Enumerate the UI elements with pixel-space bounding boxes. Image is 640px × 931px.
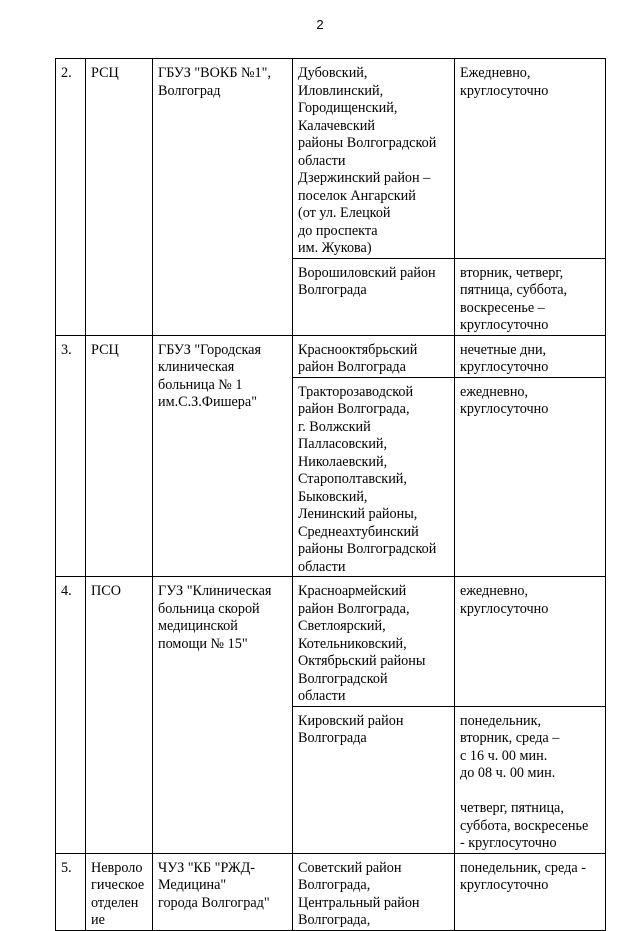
district-cell: Ворошиловский район Волгограда	[293, 258, 455, 335]
center-type-cell: Невроло гическое отделен ие	[86, 853, 153, 930]
row-number-cell: 3.	[56, 335, 86, 577]
table-row	[56, 853, 606, 930]
page-number: 2	[316, 17, 324, 32]
table-row	[56, 335, 606, 377]
table-row	[56, 577, 606, 707]
table-row	[56, 59, 606, 259]
hospital-schedule-table	[55, 58, 606, 931]
schedule-cell: вторник, четверг, пятница, суббота, воскресенье – круглосуточно	[455, 258, 606, 335]
schedule-cell: нечетные дни, круглосуточно	[455, 335, 606, 377]
center-type-cell: ПСО	[86, 577, 153, 854]
schedule-cell: ежедневно, круглосуточно	[455, 577, 606, 707]
schedule-cell: понедельник, среда - круглосуточно	[455, 853, 606, 930]
institution-cell: ЧУЗ "КБ "РЖД- Медицина" города Волгоград"	[153, 853, 293, 930]
institution-cell: ГУЗ "Клиническая больница скорой медицинской помощи № 15"	[153, 577, 293, 854]
schedule-cell: ежедневно, круглосуточно	[455, 377, 606, 577]
institution-cell: ГБУЗ "Городская клиническая больница № 1 им.С.З.Фишера"	[153, 335, 293, 577]
institution-cell: ГБУЗ "ВОКБ №1", Волгоград	[153, 59, 293, 336]
district-cell: Краснооктябрьский район Волгограда	[293, 335, 455, 377]
row-number-cell: 4.	[56, 577, 86, 854]
district-cell: Кировский район Волгограда	[293, 706, 455, 853]
district-cell: Дубовский, Иловлинский, Городищенский, Калачевский районы Волгоградской области Дзержинский район – поселок Ангарский (от ул. Елецкой до проспекта им. Жукова)	[293, 59, 455, 259]
center-type-cell: РСЦ	[86, 59, 153, 336]
district-cell: Красноармейский район Волгограда, Светлоярский, Котельниковский, Октябрьский районы Волгоградской области	[293, 577, 455, 707]
district-cell: Советский район Волгограда, Центральный район Волгограда,	[293, 853, 455, 930]
center-type-cell: РСЦ	[86, 335, 153, 577]
schedule-cell: Ежедневно, круглосуточно	[455, 59, 606, 259]
schedule-cell: понедельник, вторник, среда – с 16 ч. 00 мин. до 08 ч. 00 мин. четверг, пятница, суббота, воскресенье - круглосуточно	[455, 706, 606, 853]
row-number-cell: 5.	[56, 853, 86, 930]
row-number-cell: 2.	[56, 59, 86, 336]
district-cell: Тракторозаводской район Волгограда, г. Волжский Палласовский, Николаевский, Старополтавский, Быковский, Ленинский районы, Среднеахтубинский районы Волгоградской области	[293, 377, 455, 577]
